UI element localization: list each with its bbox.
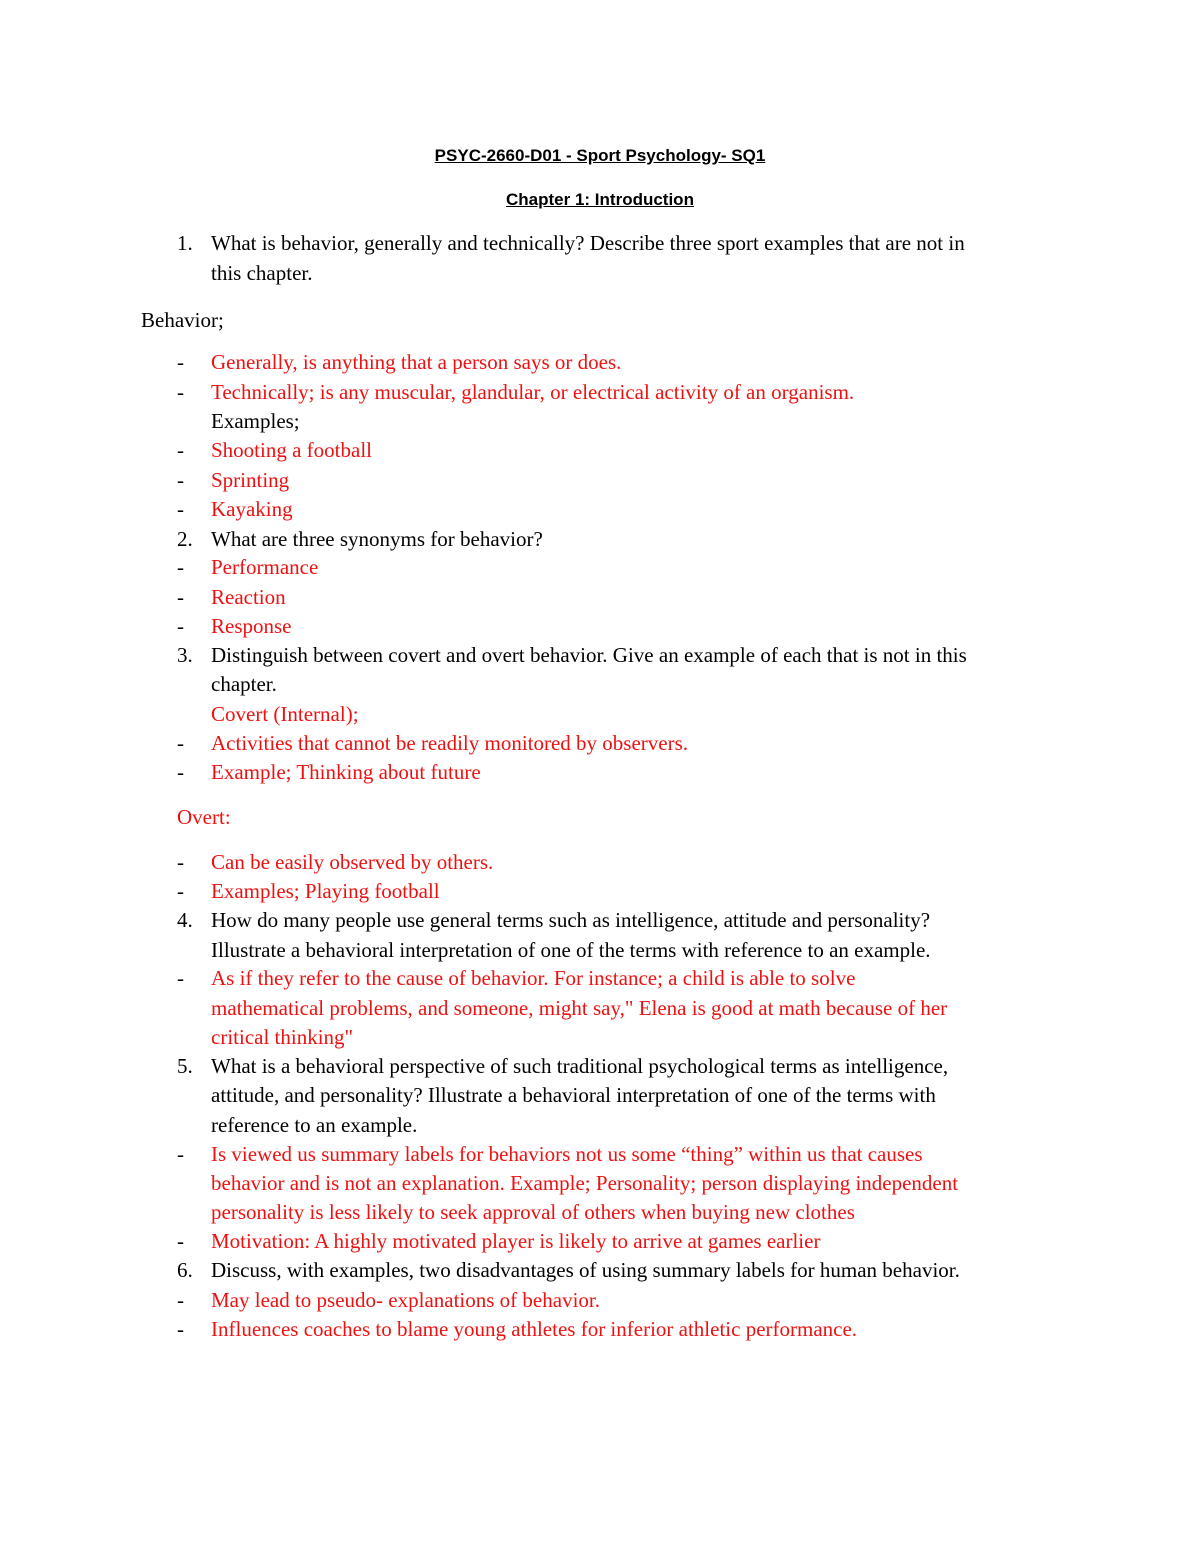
bullet-dash: -	[177, 468, 184, 492]
bullet-dash: -	[177, 497, 184, 521]
q5-text-line-3: reference to an example.	[211, 1113, 418, 1137]
chapter-heading: Chapter 1: Introduction	[506, 190, 694, 209]
behavior-generally: Generally, is anything that a person says or does.	[211, 350, 622, 374]
q3-number: 3.	[177, 643, 193, 667]
example-item: Sprinting	[211, 468, 290, 492]
example-item: Shooting a football	[211, 438, 372, 462]
bullet-dash: -	[177, 1317, 184, 1341]
q6-answer: Influences coaches to blame young athletes for inferior athletic performance.	[211, 1317, 858, 1341]
bullet-dash: -	[177, 731, 184, 755]
q4-answer-line-1: As if they refer to the cause of behavior. For instance; a child is able to solve	[211, 966, 856, 990]
examples-label: Examples;	[211, 409, 300, 433]
bullet-dash: -	[177, 850, 184, 874]
bullet-dash: -	[177, 585, 184, 609]
q6-text: Discuss, with examples, two disadvantages of using summary labels for human behavior.	[211, 1258, 960, 1282]
q6-number: 6.	[177, 1258, 193, 1282]
overt-label: Overt:	[177, 805, 231, 829]
q5-text-line-1: What is a behavioral perspective of such traditional psychological terms as intelligence,	[211, 1054, 949, 1078]
overt-answer: Can be easily observed by others.	[211, 850, 494, 874]
q1-text-line-2: this chapter.	[211, 261, 313, 285]
q5-answer-1-line-2: behavior and is not an explanation. Example; Personality; person displaying independent	[211, 1171, 959, 1195]
bullet-dash: -	[177, 555, 184, 579]
q4-text-line-1: How do many people use general terms such as intelligence, attitude and personality?	[211, 908, 931, 932]
bullet-dash: -	[177, 1229, 184, 1253]
q3-text-line-2: chapter.	[211, 672, 277, 696]
q4-number: 4.	[177, 908, 193, 932]
bullet-dash: -	[177, 438, 184, 462]
covert-answer: Activities that cannot be readily monitored by observers.	[211, 731, 689, 755]
q1-text-line-1: What is behavior, generally and technically? Describe three sport examples that are not in	[211, 231, 965, 255]
q5-text-line-2: attitude, and personality? Illustrate a behavioral interpretation of one of the terms with	[211, 1083, 936, 1107]
bullet-dash: -	[177, 350, 184, 374]
q1-number: 1.	[177, 231, 193, 255]
example-item: Kayaking	[211, 497, 293, 521]
q5-answer-2: Motivation: A highly motivated player is likely to arrive at games earlier	[211, 1229, 821, 1253]
bullet-dash: -	[177, 380, 184, 404]
behavior-technically: Technically; is any muscular, glandular, or electrical activity of an organism.	[211, 380, 855, 404]
q5-number: 5.	[177, 1054, 193, 1078]
q4-text-line-2: Illustrate a behavioral interpretation of one of the terms with reference to an example.	[211, 938, 931, 962]
q5-answer-1-line-1: Is viewed us summary labels for behaviors not us some “thing” within us that causes	[211, 1142, 923, 1166]
bullet-dash: -	[177, 1288, 184, 1312]
q2-answer: Reaction	[211, 585, 286, 609]
bullet-dash: -	[177, 966, 184, 990]
q2-answer: Response	[211, 614, 292, 638]
bullet-dash: -	[177, 614, 184, 638]
q4-answer-line-2: mathematical problems, and someone, might say," Elena is good at math because of her	[211, 996, 948, 1020]
q2-number: 2.	[177, 527, 193, 551]
q5-answer-1-line-3: personality is less likely to seek approval of others when buying new clothes	[211, 1200, 855, 1224]
q6-answer: May lead to pseudo- explanations of behavior.	[211, 1288, 600, 1312]
bullet-dash: -	[177, 1142, 184, 1166]
q4-answer-line-3: critical thinking"	[211, 1025, 354, 1049]
bullet-dash: -	[177, 879, 184, 903]
document-title: PSYC-2660-D01 - Sport Psychology- SQ1	[434, 146, 766, 165]
covert-label: Covert (Internal);	[211, 702, 359, 726]
bullet-dash: -	[177, 760, 184, 784]
behavior-label: Behavior;	[141, 308, 224, 332]
q2-answer: Performance	[211, 555, 319, 579]
covert-answer: Example; Thinking about future	[211, 760, 481, 784]
q2-text: What are three synonyms for behavior?	[211, 527, 543, 551]
q3-text-line-1: Distinguish between covert and overt behavior. Give an example of each that is not in this	[211, 643, 967, 667]
overt-answer: Examples; Playing football	[211, 879, 440, 903]
